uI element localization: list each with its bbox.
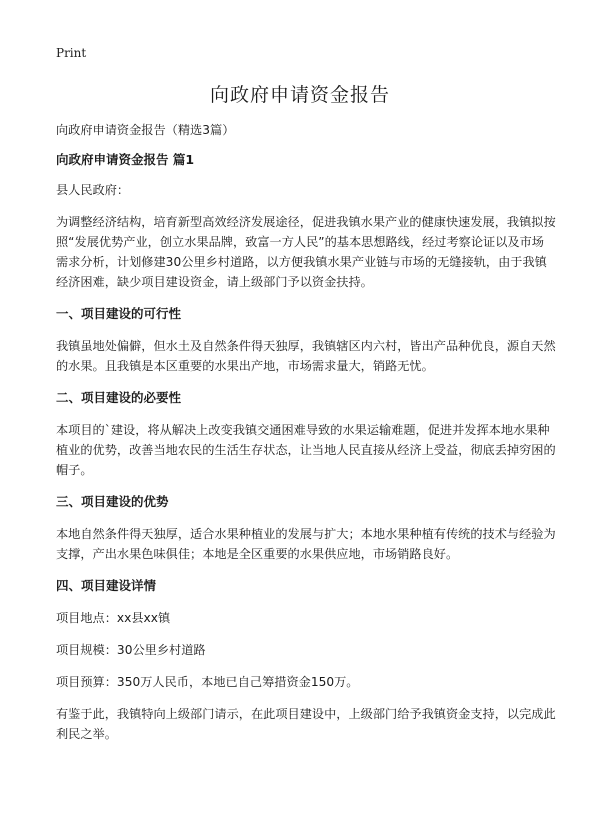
document-subtitle: 向政府申请资金报告（精选3篇） [56,123,235,137]
section-text-advantages: 本地自然条件得天独厚，适合水果种植业的发展与扩大；本地水果种植有传统的技术与经验为支撑，产出水果色味俱佳；本地是全区重要的水果供应地，市场销路良好。 [56,527,556,561]
detail-budget: 项目预算：350万人民币，本地已自己筹措资金150万。 [56,675,359,689]
detail-scale: 项目规模：30公里乡村道路 [56,643,206,657]
section-heading-details: 四、项目建设详情 [56,578,157,593]
section-heading-necessity: 二、项目建设的必要性 [56,390,182,405]
section-heading-feasibility: 一、项目建设的可行性 [56,306,182,321]
document-body [56,120,556,756]
article-title: 向政府申请资金报告 篇1 [56,152,195,167]
section-text-feasibility: 我镇虽地处偏僻，但水土及自然条件得天独厚，我镇辖区内六村，皆出产品种优良，源自天然的水果。且我镇是本区重要的水果出产地，市场需求量大，销路无忧。 [56,339,556,373]
detail-location: 项目地点：xx县xx镇 [56,611,171,625]
print-link[interactable]: Print [56,46,87,60]
section-heading-advantages: 三、项目建设的优势 [56,494,169,509]
closing-paragraph: 有鉴于此，我镇特向上级部门请示，在此项目建设中，上级部门给予我镇资金支持，以完成此利民之举。 [56,707,556,741]
intro-paragraph: 为调整经济结构，培育新型高效经济发展途径，促进我镇水果产业的健康快速发展，我镇拟按照“发展优势产业，创立水果品牌，致富一方人民”的基本思想路线，经过考察论证以及市场需求分析，计划修建30公里乡村道路，以方便我镇水果产业链与市场的无缝接轨，由于我镇经济困难，缺少项目建设资金，请上级部门予以资金扶持。 [56,215,556,289]
salutation: 县人民政府： [56,183,130,197]
section-text-necessity: 本项目的`建设，将从解决上改变我镇交通困难导致的水果运输难题，促进并发挥本地水果种植业的优势，改善当地农民的生活生存状态，让当地人民直接从经济上受益，彻底丢掉穷困的帽子。 [56,423,556,477]
page-title: 向政府申请资金报告 [209,84,390,106]
